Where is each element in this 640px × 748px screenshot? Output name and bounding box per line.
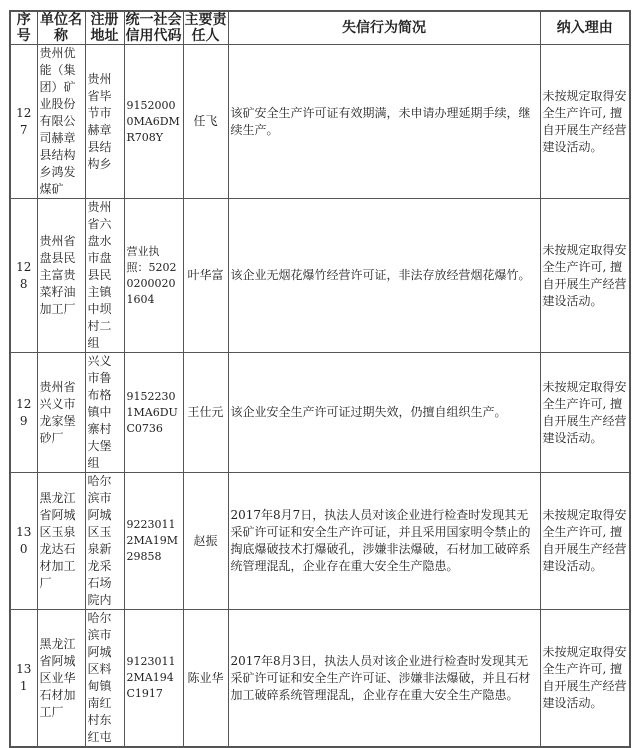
- cell-description: 该企业安全生产许可证过期失效，仍擅自组织生产。: [228, 353, 540, 473]
- cell-address: 哈尔滨市阿城区玉泉新龙采石场院内: [85, 473, 124, 610]
- cell-credit-code: 91522301MA6DUC0736: [124, 353, 183, 473]
- cell-description: 2017年8月7日，执法人员对该企业进行检查时发现其无采矿许可证和安全生产许可证，并且采用国家明令禁止的掏底爆破技术打爆破孔，涉嫌非法爆破，石材加工破碎系统管理混乱，企业存在重大安全生产隐患。: [228, 473, 540, 610]
- cell-credit-code: 91520000MA6DMR708Y: [124, 45, 183, 199]
- cell-no: 131: [10, 610, 37, 748]
- table-row: [10, 473, 630, 610]
- blacklist-table: [9, 10, 631, 748]
- cell-address: 贵州省六盘水市盘县民主镇中坝村二组: [85, 199, 124, 353]
- table-row: [10, 353, 630, 473]
- table-row: [10, 199, 630, 353]
- header-reason: 纳入理由: [540, 11, 630, 45]
- cell-no: 130: [10, 473, 37, 610]
- cell-no: 129: [10, 353, 37, 473]
- header-no: 序号: [10, 11, 37, 45]
- cell-description: 2017年8月3日，执法人员对该企业进行检查时发现其无采矿许可证和安全生产许可证、涉嫌非法爆破，并且石材加工破碎系统管理混乱，企业存在重大安全生产隐患。: [228, 610, 540, 748]
- header-person: 主要责任人: [184, 12, 227, 44]
- cell-credit-code: 92230112MA19M29858: [124, 473, 183, 610]
- cell-name: 贵州优能（集团）矿业股份有限公司赫章县结构乡鸿发煤矿: [37, 45, 85, 199]
- cell-address: 贵州省毕节市赫章县结构乡: [85, 45, 124, 199]
- header-row: [10, 11, 630, 45]
- cell-reason: 未按规定取得安全生产许可, 擅自开展生产经营建设活动。: [540, 45, 630, 199]
- cell-person: 赵振: [183, 473, 228, 610]
- cell-description: 该矿安全生产许可证有效期满，未申请办理延期手续，继续生产。: [228, 45, 540, 199]
- cell-person: 陈业华: [183, 610, 228, 748]
- cell-no: 128: [10, 199, 37, 353]
- cell-reason: 未按规定取得安全生产许可, 擅自开展生产经营建设活动。: [540, 610, 630, 748]
- cell-credit-code: 91230112MA194C1917: [124, 610, 183, 748]
- cell-name: 黑龙江省阿城区玉泉龙达石材加工厂: [37, 473, 85, 610]
- cell-reason: 未按规定取得安全生产许可, 擅自开展生产经营建设活动。: [540, 199, 630, 353]
- cell-person: 叶华富: [183, 199, 228, 353]
- cell-name: 贵州省兴义市龙家堡砂厂: [37, 353, 85, 473]
- table-row: [10, 45, 630, 199]
- cell-address: 哈尔滨市阿城区料甸镇南红村东红屯: [85, 610, 124, 748]
- header-address: 注册地址: [85, 11, 124, 45]
- table-row: [10, 610, 630, 748]
- header-description: 失信行为简况: [228, 11, 540, 45]
- cell-reason: 未按规定取得安全生产许可, 擅自开展生产经营建设活动。: [540, 353, 630, 473]
- cell-name: 黑龙江省阿城区业华石材加工厂: [37, 610, 85, 748]
- cell-address: 兴义市鲁布格镇中寨村大堡组: [85, 353, 124, 473]
- cell-description: 该企业无烟花爆竹经营许可证，非法存放经营烟花爆竹。: [228, 199, 540, 353]
- cell-person: 王仕元: [183, 353, 228, 473]
- header-name: 单位名称: [37, 11, 85, 45]
- header-credit-code: 统一社会信用代码: [125, 12, 182, 44]
- cell-person: 任飞: [183, 45, 228, 199]
- cell-name: 贵州省盘县民主富贵菜籽油加工厂: [37, 199, 85, 353]
- cell-credit-code: 营业执照：520202000201604: [124, 199, 183, 353]
- cell-reason: 未按规定取得安全生产许可, 擅自开展生产经营建设活动。: [540, 473, 630, 610]
- cell-no: 127: [10, 45, 37, 199]
